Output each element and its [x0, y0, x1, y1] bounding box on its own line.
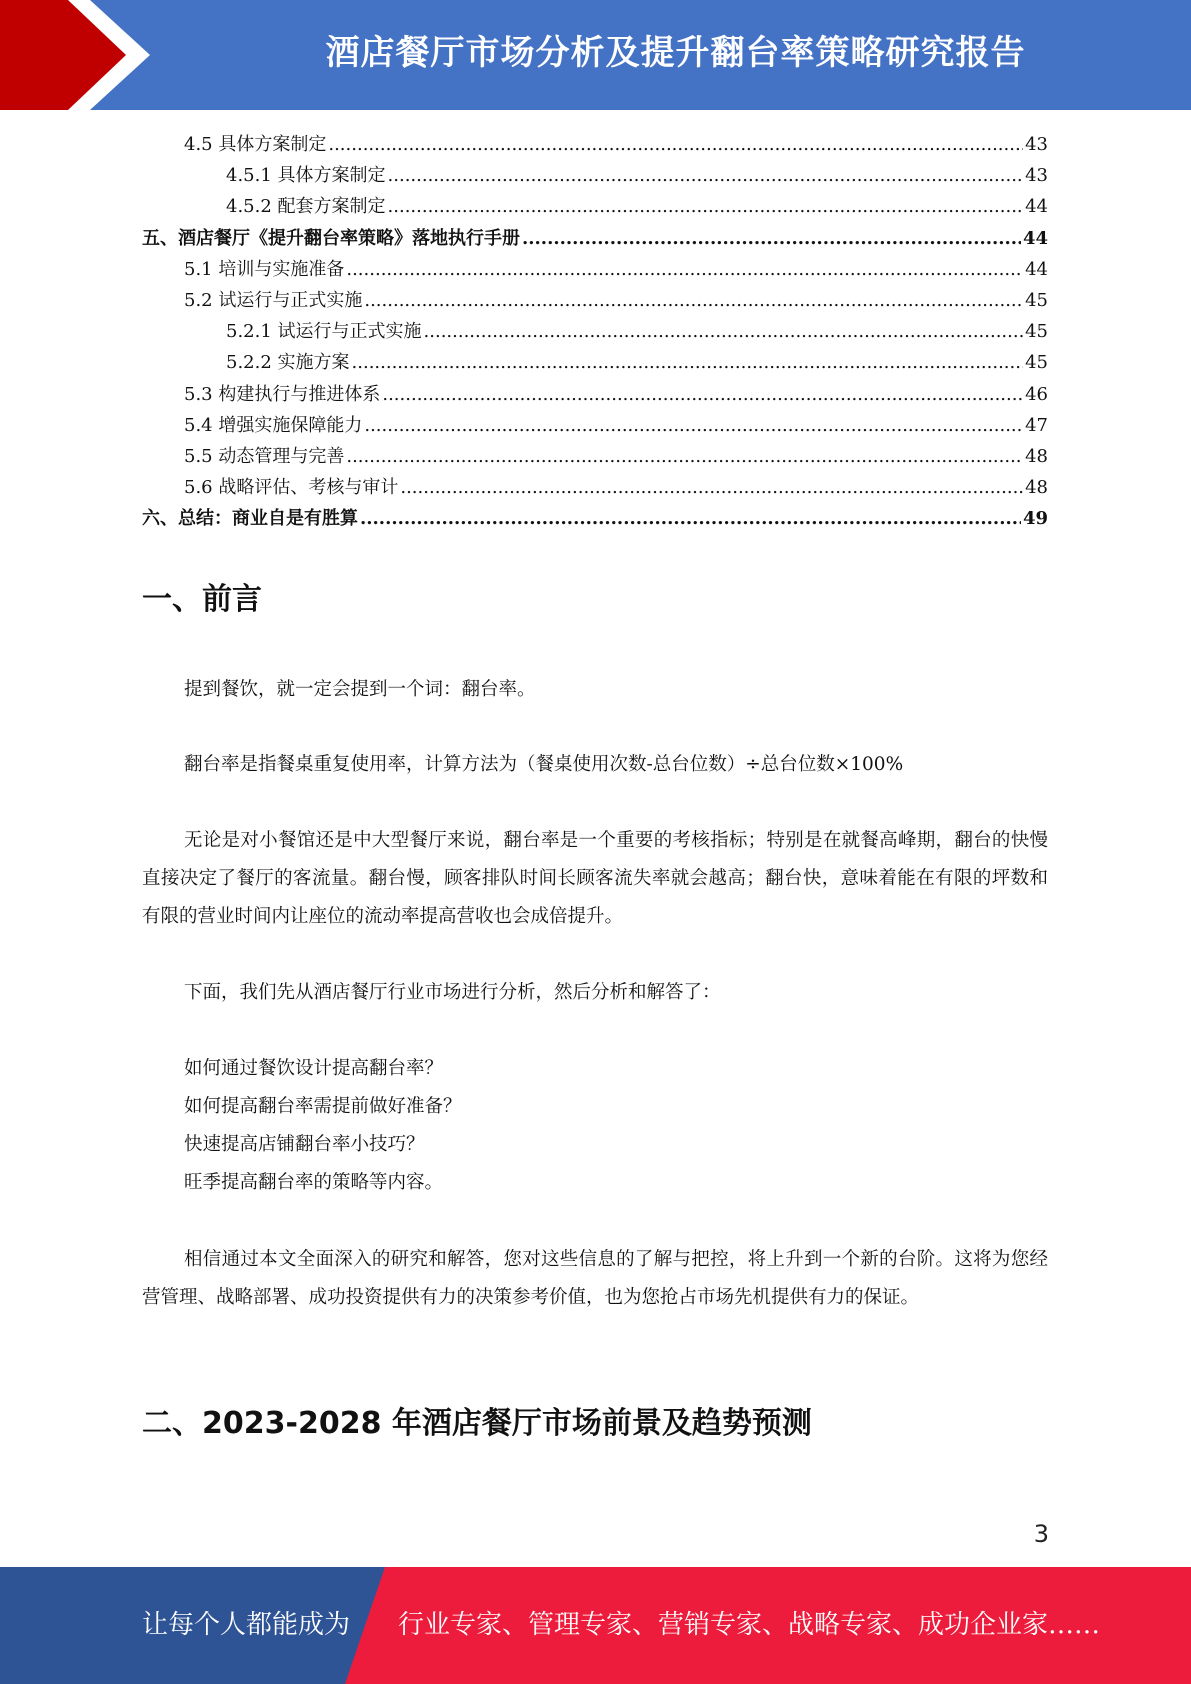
toc-dot-leader	[360, 508, 1021, 529]
toc-dot-leader	[522, 228, 1021, 249]
toc-dot-leader	[388, 165, 1024, 186]
toc-entry-page: 44	[1022, 227, 1048, 249]
list-item: 旺季提高翻台率的策略等内容。	[184, 1172, 444, 1193]
toc-entry-page: 43	[1025, 165, 1048, 187]
footer-slogan-left: 让每个人都能成为	[142, 1610, 351, 1640]
list-item: 如何通过餐饮设计提高翻台率？	[184, 1058, 444, 1079]
section-heading-forecast: 二、2023-2028 年酒店餐厅市场前景及趋势预测	[142, 1406, 812, 1441]
toc-entry-label: 4.5 具体方案制定	[184, 134, 327, 155]
toc-entry-page: 44	[1025, 258, 1048, 280]
footer-banner	[0, 1567, 1191, 1684]
toc-entry-label: 4.5.1 具体方案制定	[226, 165, 386, 187]
toc-dot-leader	[364, 415, 1023, 436]
toc-entry[interactable]	[142, 192, 1048, 223]
toc-entry-page: 49	[1022, 508, 1048, 530]
question-list	[184, 1050, 462, 1202]
toc-entry-page: 45	[1025, 352, 1048, 374]
toc-entry-label: 5.4 增强实施保障能力	[184, 414, 363, 436]
toc-entry-page: 48	[1025, 477, 1048, 499]
toc-entry[interactable]	[142, 380, 1048, 411]
toc-dot-leader	[346, 259, 1023, 280]
toc-entry-label: 5.2.1 试运行与正式实施	[226, 321, 422, 343]
toc-entry-page: 44	[1025, 196, 1048, 218]
toc-entry-page: 43	[1025, 134, 1048, 155]
toc-entry-page: 45	[1025, 289, 1048, 311]
toc-entry[interactable]	[142, 286, 1048, 317]
table-of-contents	[142, 130, 1048, 535]
toc-entry-label: 5.3 构建执行与推进体系	[184, 383, 381, 405]
toc-entry-label: 六、总结：商业自是有胜算	[142, 508, 358, 530]
toc-entry[interactable]	[142, 130, 1048, 161]
toc-entry-label: 5.1 培训与实施准备	[184, 258, 345, 280]
toc-entry-label: 4.5.2 配套方案制定	[226, 196, 386, 218]
section-heading-preface: 一、前言	[142, 582, 262, 617]
toc-entry-page: 48	[1025, 445, 1048, 467]
toc-entry[interactable]	[142, 161, 1048, 192]
toc-entry-label: 五、酒店餐厅《提升翻台率策略》落地执行手册	[142, 227, 520, 249]
toc-entry[interactable]	[142, 224, 1048, 255]
paragraph: 无论是对小餐馆还是中大型餐厅来说，翻台率是一个重要的考核指标；特别是在就餐高峰期，翻台的快慢直接决定了餐厅的客流量。翻台慢，顾客排队时间长顾客流失率就会越高；翻台快，意味着能在有限的坪数和有限的营业时间内让座位的流动率提高营收也会成倍提升。	[142, 830, 1048, 927]
toc-entry-page: 47	[1025, 414, 1048, 436]
paragraph: 翻台率是指餐桌重复使用率，计算方法为（餐桌使用次数-总台位数）÷总台位数×100%	[184, 754, 904, 775]
toc-entry-page: 45	[1025, 321, 1048, 343]
toc-dot-leader	[352, 352, 1024, 373]
footer-slogan-right: 行业专家、管理专家、营销专家、战略专家、成功企业家……	[398, 1610, 1101, 1640]
toc-entry[interactable]	[142, 504, 1048, 535]
toc-dot-leader	[424, 321, 1024, 342]
toc-dot-leader	[400, 477, 1023, 498]
toc-entry-page: 46	[1025, 383, 1048, 405]
toc-entry-label: 5.2.2 实施方案	[226, 352, 350, 374]
toc-dot-leader	[364, 290, 1023, 311]
toc-entry[interactable]	[142, 473, 1048, 504]
toc-entry[interactable]	[142, 411, 1048, 442]
toc-entry[interactable]	[142, 317, 1048, 348]
toc-entry[interactable]	[142, 255, 1048, 286]
toc-entry-label: 5.5 动态管理与完善	[184, 445, 345, 467]
toc-dot-leader	[346, 446, 1023, 467]
toc-entry-label: 5.2 试运行与正式实施	[184, 289, 363, 311]
toc-entry-label: 5.6 战略评估、考核与审计	[184, 477, 399, 499]
report-title: 酒店餐厅市场分析及提升翻台率策略研究报告	[325, 33, 1026, 73]
toc-dot-leader	[382, 384, 1023, 405]
toc-entry[interactable]	[142, 442, 1048, 473]
list-item: 快速提高店铺翻台率小技巧？	[184, 1134, 425, 1155]
paragraph: 相信通过本文全面深入的研究和解答，您对这些信息的了解与把控，将上升到一个新的台阶。这将为您经营管理、战略部署、成功投资提供有力的决策参考价值，也为您抢占市场先机提供有力的保证。	[142, 1249, 1048, 1308]
toc-entry[interactable]	[142, 348, 1048, 379]
paragraph: 提到餐饮，就一定会提到一个词：翻台率。	[184, 679, 536, 700]
header-arrow-graphic	[0, 0, 150, 110]
paragraph: 下面，我们先从酒店餐厅行业市场进行分析，然后分析和解答了：	[184, 982, 721, 1003]
header-banner	[0, 0, 1191, 110]
list-item: 如何提高翻台率需提前做好准备？	[184, 1096, 462, 1117]
toc-dot-leader	[328, 134, 1023, 155]
toc-dot-leader	[388, 196, 1024, 217]
page-number: 3	[1033, 1520, 1049, 1548]
